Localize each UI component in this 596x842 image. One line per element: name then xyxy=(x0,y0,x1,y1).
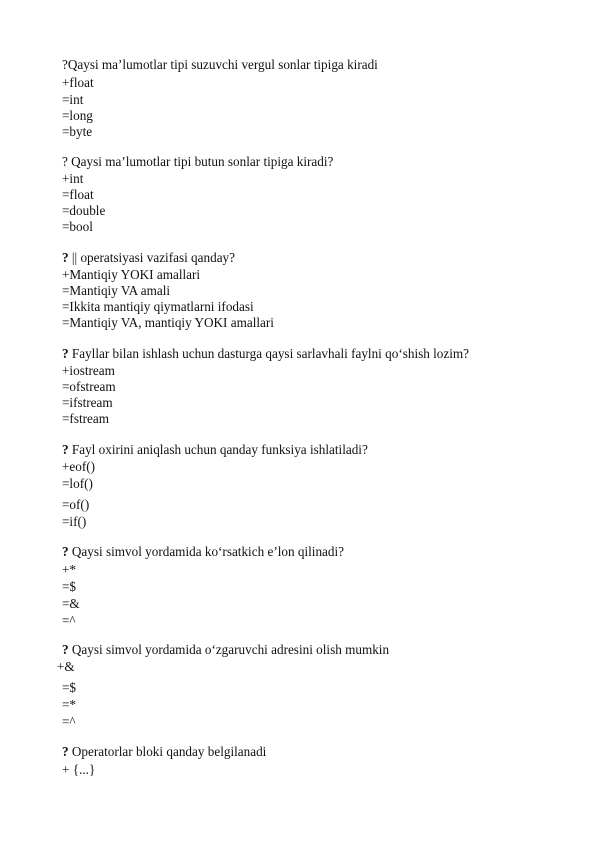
option-3-4: =Mantiqiy VA, mantiqiy YOKI amallari xyxy=(62,315,274,330)
option-5-4: =if() xyxy=(62,514,87,529)
question-2 xyxy=(62,154,333,170)
question-text: Qaysi ma’lumotlar tipi butun sonlar tipiga kiradi? xyxy=(67,154,334,169)
option-4-1: +iostream xyxy=(62,363,115,378)
question-mark: ? xyxy=(62,57,68,72)
option-7-2: =$ xyxy=(62,680,77,695)
question-text: || operatsiyasi vazifasi qanday? xyxy=(68,250,235,265)
option-7-4: =^ xyxy=(62,714,76,729)
option-6-3: =& xyxy=(62,596,80,611)
question-text: Qaysi simvol yordamida o‘zgaruvchi adresini olish mumkin xyxy=(68,642,390,657)
question-text: Qaysi simvol yordamida ko‘rsatkich e’lon qilinadi? xyxy=(68,544,345,559)
question-text: Qaysi ma’lumotlar tipi suzuvchi vergul sonlar tipiga kiradi xyxy=(67,57,378,72)
question-mark: ? xyxy=(62,744,69,759)
question-7 xyxy=(62,642,389,658)
question-3 xyxy=(62,250,235,266)
option-5-3: =of() xyxy=(62,497,90,512)
option-7-1: +& xyxy=(57,659,75,674)
option-6-2: =$ xyxy=(62,579,77,594)
question-1 xyxy=(62,57,378,73)
option-4-4: =fstream xyxy=(62,411,109,426)
option-7-3: =* xyxy=(62,697,77,712)
question-mark: ? xyxy=(62,642,69,657)
question-mark: ? xyxy=(62,250,69,265)
option-3-2: =Mantiqiy VA amali xyxy=(62,283,171,298)
question-text: Fayl oxirini aniqlash uchun qanday funksiya ishlatiladi? xyxy=(68,442,368,457)
option-2-1: +int xyxy=(62,171,84,186)
question-text: Operatorlar bloki qanday belgilanadi xyxy=(68,744,267,759)
question-4 xyxy=(62,346,469,362)
option-1-4: =byte xyxy=(62,124,93,139)
option-1-2: =int xyxy=(62,92,84,107)
option-5-2: =lof() xyxy=(62,476,93,491)
option-1-3: =long xyxy=(62,108,93,123)
option-8-1: + {...} xyxy=(62,762,96,777)
option-1-1: +float xyxy=(62,75,94,90)
question-8 xyxy=(62,744,266,760)
question-mark: ? xyxy=(62,442,69,457)
option-2-3: =double xyxy=(62,203,106,218)
question-text: Fayllar bilan ishlash uchun dasturga qaysi sarlavhali faylni qo‘shish lozim? xyxy=(68,346,470,361)
option-4-2: =ofstream xyxy=(62,379,116,394)
question-mark: ? xyxy=(62,154,68,169)
question-mark: ? xyxy=(62,346,69,361)
option-3-1: +Mantiqiy YOKI amallari xyxy=(62,267,201,282)
option-5-1: +eof() xyxy=(62,459,96,474)
option-6-1: +* xyxy=(62,562,77,577)
option-2-4: =bool xyxy=(62,219,93,234)
question-mark: ? xyxy=(62,544,69,559)
option-6-4: =^ xyxy=(62,613,76,628)
option-2-2: =float xyxy=(62,187,94,202)
option-3-3: =Ikkita mantiqiy qiymatlarni ifodasi xyxy=(62,299,254,314)
question-5 xyxy=(62,442,368,458)
question-6 xyxy=(62,544,344,560)
option-4-3: =ifstream xyxy=(62,395,113,410)
